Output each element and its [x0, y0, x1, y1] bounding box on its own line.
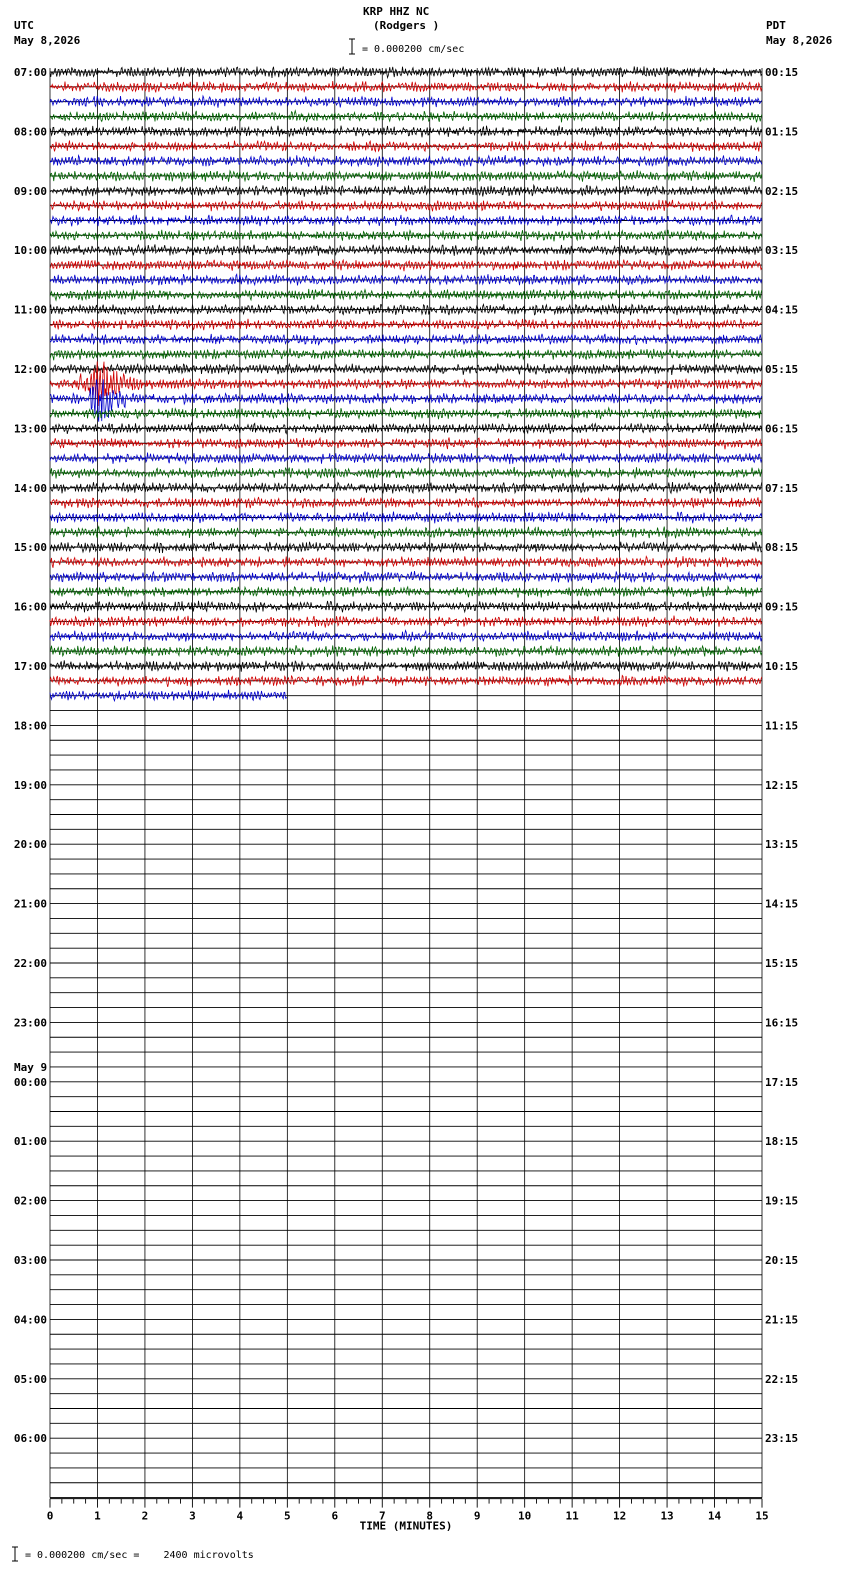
scale-bar-footer	[12, 1547, 18, 1561]
x-tick-label: 7	[378, 1509, 386, 1523]
utc-hour-label: 09:00	[13, 184, 47, 198]
x-tick-label: 0	[46, 1509, 54, 1523]
utc-hour-label: 07:00	[13, 66, 47, 79]
x-tick-label: 11	[565, 1509, 579, 1523]
pdt-hour-label: 01:15	[765, 125, 799, 139]
utc-hour-label: 02:00	[13, 1194, 47, 1208]
pdt-hour-label: 19:15	[765, 1194, 799, 1208]
pdt-hour-label: 16:15	[765, 1016, 799, 1030]
utc-hour-label: 15:00	[13, 541, 47, 555]
utc-hour-label: 05:00	[13, 1372, 47, 1386]
x-tick-label: 2	[141, 1509, 149, 1523]
left-timezone: UTC	[14, 19, 34, 32]
x-tick-label: 9	[473, 1509, 481, 1523]
pdt-hour-label: 10:15	[765, 660, 799, 673]
pdt-hour-label: 13:15	[765, 838, 799, 852]
utc-hour-label: 16:00	[13, 600, 47, 614]
x-tick-label: 1	[94, 1509, 101, 1523]
utc-hour-label: 11:00	[13, 303, 47, 317]
utc-hour-label: 22:00	[13, 957, 47, 970]
utc-hour-label: 14:00	[13, 481, 47, 495]
seismic-trace	[50, 453, 762, 465]
pdt-hour-label: 23:15	[765, 1432, 799, 1446]
station-title: KRP HHZ NC	[363, 5, 430, 18]
utc-hour-label: 19:00	[13, 778, 47, 792]
pdt-hour-label: 20:15	[765, 1254, 799, 1267]
station-location: (Rodgers )	[373, 19, 440, 32]
utc-hour-label: 08:00	[13, 125, 47, 139]
utc-hour-label: 06:00	[13, 1432, 47, 1446]
utc-hour-label: 00:00	[13, 1075, 47, 1089]
pdt-hour-label: 03:15	[765, 244, 799, 258]
x-tick-label: 12	[612, 1509, 627, 1523]
seismic-trace	[50, 616, 762, 628]
left-date: May 8,2026	[14, 34, 81, 47]
utc-hour-label: 04:00	[13, 1313, 47, 1327]
seismic-trace	[50, 556, 762, 568]
x-tick-label: 15	[755, 1509, 769, 1523]
pdt-hour-label: 04:15	[765, 303, 799, 317]
x-tick-label: 5	[284, 1509, 291, 1523]
right-timezone: PDT	[766, 19, 786, 32]
scale-label: = 0.000200 cm/sec	[362, 44, 465, 55]
scale-bar-header	[349, 39, 355, 54]
pdt-hour-label: 00:15	[765, 66, 799, 79]
grid-lines	[50, 68, 762, 1498]
x-tick-label: 8	[426, 1509, 434, 1523]
pdt-hour-label: 11:15	[765, 719, 799, 733]
footer-scale-note: = 0.000200 cm/sec = 2400 microvolts	[25, 1550, 254, 1561]
x-axis-title: TIME (MINUTES)	[359, 1519, 453, 1533]
utc-hour-label: 18:00	[13, 719, 47, 733]
date-change-label: May 9	[14, 1060, 48, 1074]
utc-hour-label: 17:00	[13, 660, 47, 673]
pdt-hour-label: 18:15	[765, 1135, 799, 1149]
seismic-trace	[50, 96, 762, 108]
pdt-hour-label: 21:15	[765, 1313, 799, 1327]
pdt-hour-label: 22:15	[765, 1372, 799, 1386]
utc-hour-label: 10:00	[13, 244, 47, 258]
utc-hour-label: 12:00	[13, 363, 47, 376]
utc-hour-label: 20:00	[13, 838, 47, 852]
pdt-hour-label: 05:15	[765, 363, 799, 376]
seismic-trace	[50, 587, 762, 598]
pdt-hour-label: 15:15	[765, 957, 799, 970]
pdt-hour-label: 09:15	[765, 600, 799, 614]
pdt-hour-label: 06:15	[765, 422, 799, 436]
utc-hour-label: 23:00	[13, 1016, 47, 1030]
pdt-hour-label: 07:15	[765, 481, 799, 495]
x-tick-label: 10	[518, 1509, 532, 1523]
x-tick-label: 6	[331, 1509, 339, 1523]
right-date: May 8,2026	[766, 34, 833, 47]
x-tick-label: 14	[707, 1509, 722, 1523]
utc-hour-label: 13:00	[13, 422, 47, 436]
pdt-hour-label: 17:15	[765, 1075, 799, 1089]
pdt-hour-label: 12:15	[765, 778, 799, 792]
utc-hour-label: 21:00	[13, 897, 47, 911]
pdt-hour-label: 14:15	[765, 897, 799, 911]
pdt-hour-label: 02:15	[765, 184, 799, 198]
x-axis	[47, 1499, 769, 1533]
x-tick-label: 13	[660, 1509, 674, 1523]
x-tick-label: 3	[189, 1509, 196, 1523]
pdt-hour-label: 08:15	[765, 541, 799, 555]
time-labels	[14, 66, 798, 1445]
utc-hour-label: 03:00	[13, 1254, 47, 1267]
x-tick-label: 4	[236, 1509, 244, 1523]
seismic-trace	[50, 482, 762, 493]
utc-hour-label: 01:00	[13, 1135, 47, 1149]
